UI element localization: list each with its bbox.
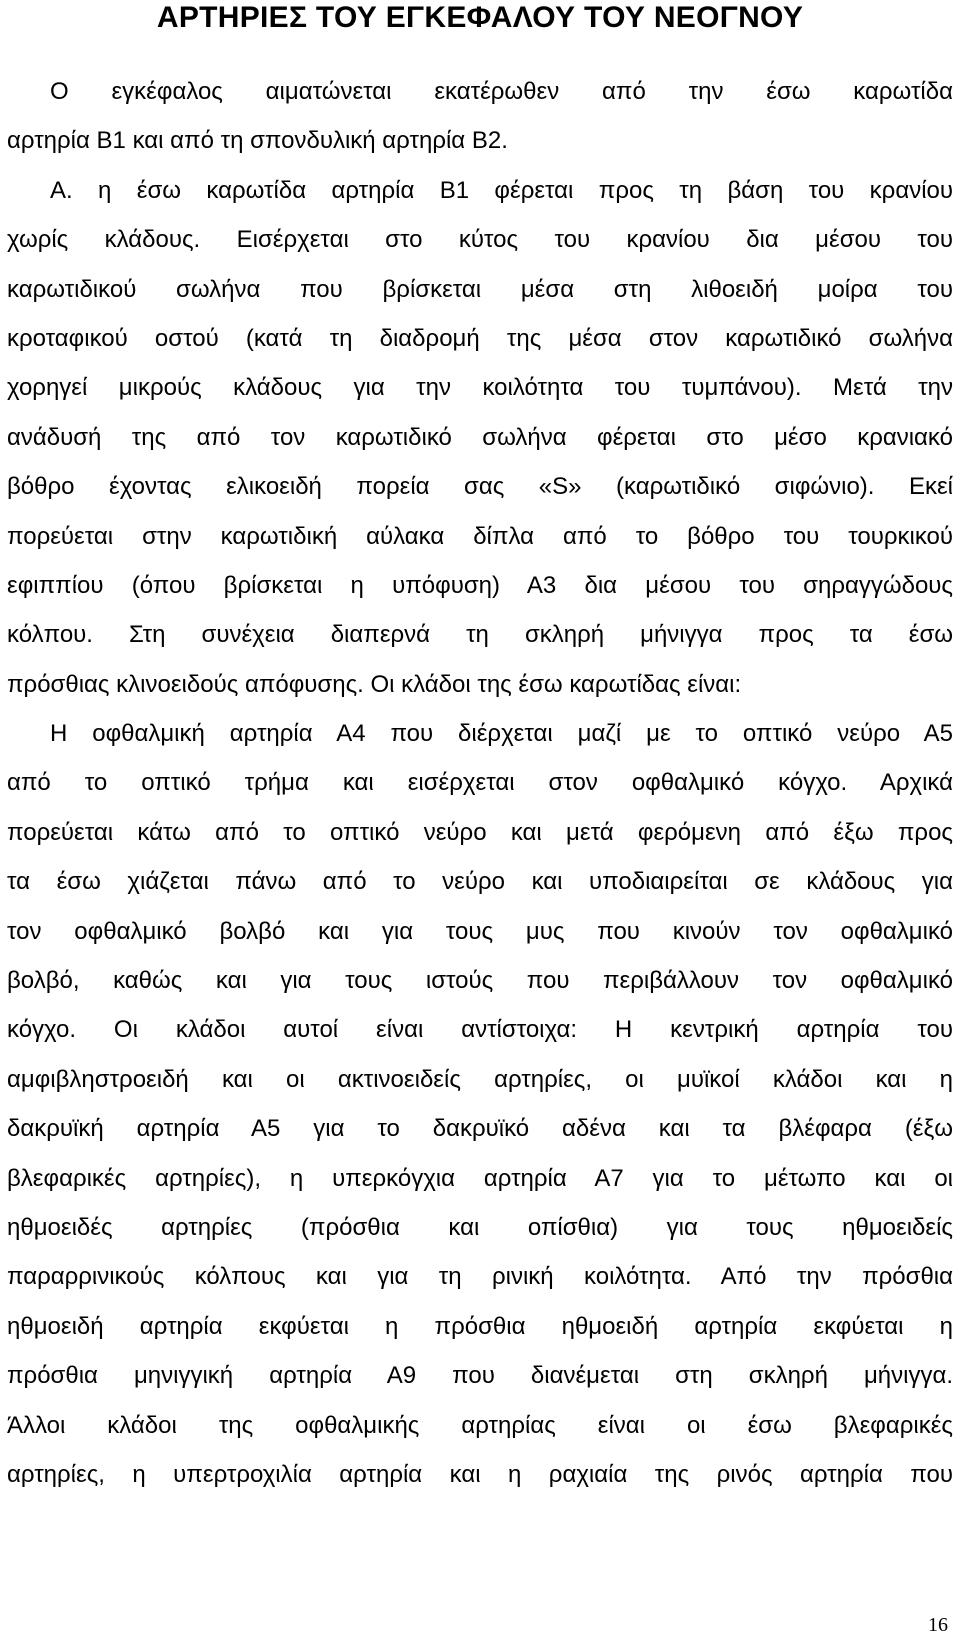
text-line: τα έσω χιάζεται πάνω από το νεύρο και υποδιαιρείται σε κλάδους για xyxy=(7,868,953,896)
text-line: Ο εγκέφαλος αιματώνεται εκατέρωθεν από την έσω καρωτίδα xyxy=(50,78,953,105)
text-line: Α. η έσω καρωτίδα αρτηρία Β1 φέρεται προς τη βάση του κρανίου xyxy=(50,176,953,204)
text-line: εφιππίου (όπου βρίσκεται η υπόφυση) Α3 δια μέσου του σηραγγώδους xyxy=(7,571,953,599)
text-line: ανάδυσή της από τον καρωτιδικό σωλήνα φέρεται στο μέσο κρανιακό xyxy=(7,423,953,451)
body-text xyxy=(7,67,953,1499)
text-line: πορεύεται κάτω από το οπτικό νεύρο και μετά φερόμενη από έξω προς xyxy=(7,818,953,846)
text-line: παραρρινικούς κόλπους και για τη ρινική κοιλότητα. Από την πρόσθια xyxy=(7,1263,953,1291)
text-line: βολβό, καθώς και για τους ιστούς που περιβάλλουν τον οφθαλμικό xyxy=(7,967,953,995)
text-line: δακρυϊκή αρτηρία Α5 για το δακρυϊκό αδένα και τα βλέφαρα (έξω xyxy=(7,1115,953,1143)
text-line: κροταφικού οστού (κατά τη διαδρομή της μέσα στον καρωτιδικό σωλήνα xyxy=(7,324,953,352)
text-line: πορεύεται στην καρωτιδική αύλακα δίπλα από το βόθρο του τουρκικού xyxy=(7,522,953,550)
text-line: βόθρο έχοντας ελικοειδή πορεία σας «S» (καρωτιδικό σιφώνιο). Εκεί xyxy=(7,473,953,501)
page-number: 16 xyxy=(928,1614,948,1636)
page-title: ΑΡΤΗΡΙΕΣ ΤΟΥ ΕΓΚΕΦΑΛΟΥ ΤΟΥ ΝΕΟΓΝΟΥ xyxy=(156,1,804,34)
text-line: κόγχο. Οι κλάδοι αυτοί είναι αντίστοιχα: Η κεντρική αρτηρία του xyxy=(7,1016,953,1044)
text-line: αρτηρία Β1 και από τη σπονδυλική αρτηρία Β2. xyxy=(7,127,508,155)
text-line: πρόσθιας κλινοειδούς απόφυσης. Οι κλάδοι της έσω καρωτίδας είναι: xyxy=(7,670,742,698)
text-line: ηθμοειδή αρτηρία εκφύεται η πρόσθια ηθμοειδή αρτηρία εκφύεται η xyxy=(7,1312,953,1340)
text-line: από το οπτικό τρήμα και εισέρχεται στον οφθαλμικό κόγχο. Αρχικά xyxy=(7,769,953,797)
text-line: πρόσθια μηνιγγική αρτηρία Α9 που διανέμεται στη σκληρή μήνιγγα. xyxy=(7,1362,953,1390)
text-line: Άλλοι κλάδοι της οφθαλμικής αρτηρίας είναι οι έσω βλεφαρικές xyxy=(7,1411,953,1439)
text-line: κόλπου. Στη συνέχεια διαπερνά τη σκληρή μήνιγγα προς τα έσω xyxy=(7,621,953,649)
text-line: χωρίς κλάδους. Εισέρχεται στο κύτος του κρανίου δια μέσου του xyxy=(7,226,953,254)
text-line: Η οφθαλμική αρτηρία Α4 που διέρχεται μαζί με το οπτικό νεύρο Α5 xyxy=(50,720,953,748)
text-line: αρτηρίες, η υπερτροχιλία αρτηρία και η ραχιαία της ρινός αρτηρία που xyxy=(7,1460,953,1488)
text-line: χορηγεί μικρούς κλάδους για την κοιλότητα του τυμπάνου). Μετά την xyxy=(7,374,953,402)
text-line: βλεφαρικές αρτηρίες), η υπερκόγχια αρτηρία Α7 για το μέτωπο και οι xyxy=(7,1164,953,1192)
text-line: τον οφθαλμικό βολβό και για τους μυς που κινούν τον οφθαλμικό xyxy=(7,917,953,945)
text-line: καρωτιδικού σωλήνα που βρίσκεται μέσα στη λιθοειδή μοίρα του xyxy=(7,275,953,303)
text-line: αμφιβληστροειδή και οι ακτινοειδείς αρτηρίες, οι μυϊκοί κλάδοι και η xyxy=(7,1065,953,1093)
text-line: ηθμοειδές αρτηρίες (πρόσθια και οπίσθια) για τους ηθμοειδείς xyxy=(7,1213,953,1241)
